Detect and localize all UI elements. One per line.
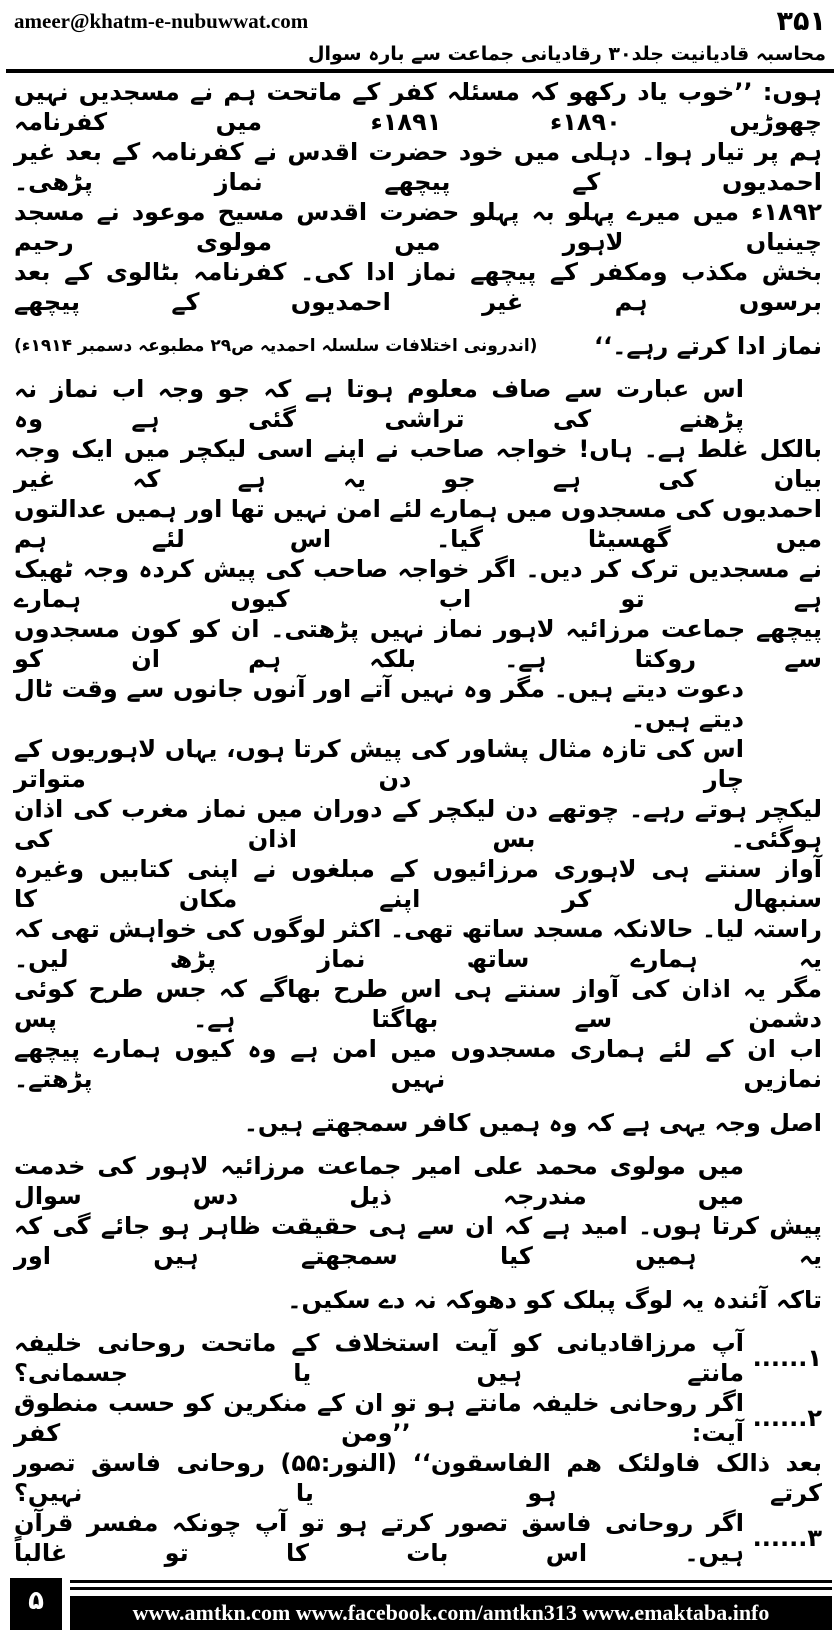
header-page-number: ۳۵۱ — [776, 6, 826, 37]
text-line: ہم پر تیار ہوا۔ دہلی میں خود حضرت اقدس نے کفرنامہ کے بعد غیر احمدیوں کے پیچھے نماز پڑھی۔ — [14, 138, 822, 196]
page-body — [14, 77, 822, 1568]
question-item — [14, 1388, 822, 1448]
text-line: پیچھے جماعت مرزائیہ لاہور نماز نہیں پڑھتی۔ ان کو کون مسجدوں سے روکتا ہے۔ بلکہ ہم ان کو — [14, 615, 822, 673]
text-line: نے مسجدیں ترک کر دیں۔ اگر خواجہ صاحب کی پیش کردہ وجہ ٹھیک ہے تو اب کیوں ہمارے — [14, 555, 822, 613]
text-line: دعوت دیتے ہیں۔ مگر وہ نہیں آتے اور آنوں جانوں سے وقت ٹال دیتے ہیں۔ — [14, 675, 744, 733]
citation: (اندرونی اختلافات سلسلہ احمدیہ ص۲۹ مطبوعہ دسمبر ۱۹۱۴ء) — [14, 335, 538, 356]
footer-rule — [70, 1587, 832, 1590]
question-number: ۳...... — [752, 1524, 822, 1552]
text-line: اب ان کے لئے ہماری مسجدوں میں امن ہے وہ کیوں ہمارے پیچھے نمازیں نہیں پڑھتے۔ — [14, 1035, 822, 1093]
text-line: آواز سنتے ہی لاہوری مرزائیوں کے مبلغوں نے اپنی کتابیں وغیرہ سنبھال کر اپنے مکان کا — [14, 855, 822, 913]
text-line: اصل وجہ یہی ہے کہ وہ ہمیں کافر سمجھتے ہیں۔ — [243, 1108, 822, 1137]
text-line: بخش مکذب ومکفر کے پیچھے نماز ادا کی۔ کفرنامہ بٹالوی کے بعد برسوں ہم غیر احمدیوں کے پیچھے — [14, 258, 822, 316]
header-email: ameer@khatm-e-nubuwwat.com — [14, 9, 309, 33]
paragraph-start: میں مولوی محمد علی امیر جماعت مرزائیہ لاہور کی خدمت میں مندرجہ ذیل دس سوال — [14, 1152, 744, 1210]
text-line: پیش کرتا ہوں۔ امید ہے کہ ان سے ہی حقیقت ظاہر ہو جائے گی کہ یہ ہمیں کیا سمجھتے ہیں اور — [14, 1212, 822, 1270]
question-continuation: بعد ذالک فاولئک هم الفاسقون‘‘ (النور:۵۵) روحانی فاسق تصور کرتے ہو یا نہیں؟ — [14, 1449, 823, 1507]
text-line: تاکہ آئندہ یہ لوگ پبلک کو دھوکہ نہ دے سکیں۔ — [287, 1285, 822, 1314]
text-line: مگر یہ اذان کی آواز سنتے ہی اس طرح بھاگے کہ جس طرح کوئی دشمن سے بھاگتا ہے۔ پس — [14, 975, 822, 1033]
paragraph-start: اس عبارت سے صاف معلوم ہوتا ہے کہ جو وجہ اب نماز نہ پڑھنے کی تراشی گئی ہے وہ — [14, 375, 744, 433]
page-footer — [10, 1578, 832, 1630]
question-number: ۲...... — [752, 1404, 822, 1432]
footer-page-number: ۵ — [10, 1578, 62, 1630]
text-line: ہوں: ’’خوب یاد رکھو کہ مسئلہ کفر کے ماتحت ہم نے مسجدیں نہیں چھوڑیں ۱۸۹۰ء ۱۸۹۱ء میں کفرنامہ — [14, 78, 822, 136]
text-line: لیکچر ہوتے رہے۔ چوتھے دن لیکچر کے دوران میں نماز مغرب کی اذان ہوگئی۔ بس اذان کی — [14, 795, 822, 853]
page-header — [6, 0, 834, 73]
footer-urls: www.amtkn.com www.facebook.com/amtkn313 www.emaktaba.info — [70, 1596, 832, 1630]
question-text: اگر روحانی فاسق تصور کرتے ہو تو آپ چونکہ مفسر قرآن ہیں۔ اس بات کا تو غالباً — [14, 1509, 744, 1567]
text-line: راستہ لیا۔ حالانکہ مسجد ساتھ تھی۔ اکثر لوگوں کی خواہش تھی کہ یہ ہمارے ساتھ نماز پڑھ لیں۔ — [14, 915, 822, 973]
text-line: ۱۸۹۲ء میں میرے پہلو بہ پہلو حضرت اقدس مسیح موعود نے مسجد چینیاں لاہور میں مولوی رحیم — [14, 198, 822, 256]
question-number: ۱...... — [752, 1344, 822, 1372]
question-text: اگر روحانی خلیفہ مانتے ہو تو ان کے منکرین کو حسب منطوق آیت: ’’ومن کفر — [14, 1389, 744, 1447]
header-title: محاسبہ قادیانیت جلد۳۰ رقادیانی جماعت سے بارہ سوال — [308, 43, 826, 65]
text-line: بالکل غلط ہے۔ ہاں! خواجہ صاحب نے اپنے اسی لیکچر میں ایک وجہ بیان کی ہے جو یہ ہے کہ غیر — [14, 435, 822, 493]
text-line: احمدیوں کی مسجدوں میں ہمارے لئے امن نہیں تھا اور ہمیں عدالتوں میں گھسیٹا گیا۔ اس لئے ہم — [14, 495, 822, 553]
question-item — [14, 1328, 822, 1388]
text-line-with-reference — [14, 317, 822, 374]
footer-rule — [70, 1580, 832, 1583]
text-line: نماز ادا کرتے رہے۔‘‘ — [594, 331, 822, 360]
question-text: آپ مرزاقادیانی کو آیت استخلاف کے ماتحت روحانی خلیفہ مانتے ہیں یا جسمانی؟ — [14, 1329, 744, 1387]
question-item — [14, 1508, 822, 1568]
paragraph-start: اس کی تازہ مثال پشاور کی پیش کرتا ہوں، یہاں لاہوریوں کے چار دن متواتر — [14, 735, 744, 793]
